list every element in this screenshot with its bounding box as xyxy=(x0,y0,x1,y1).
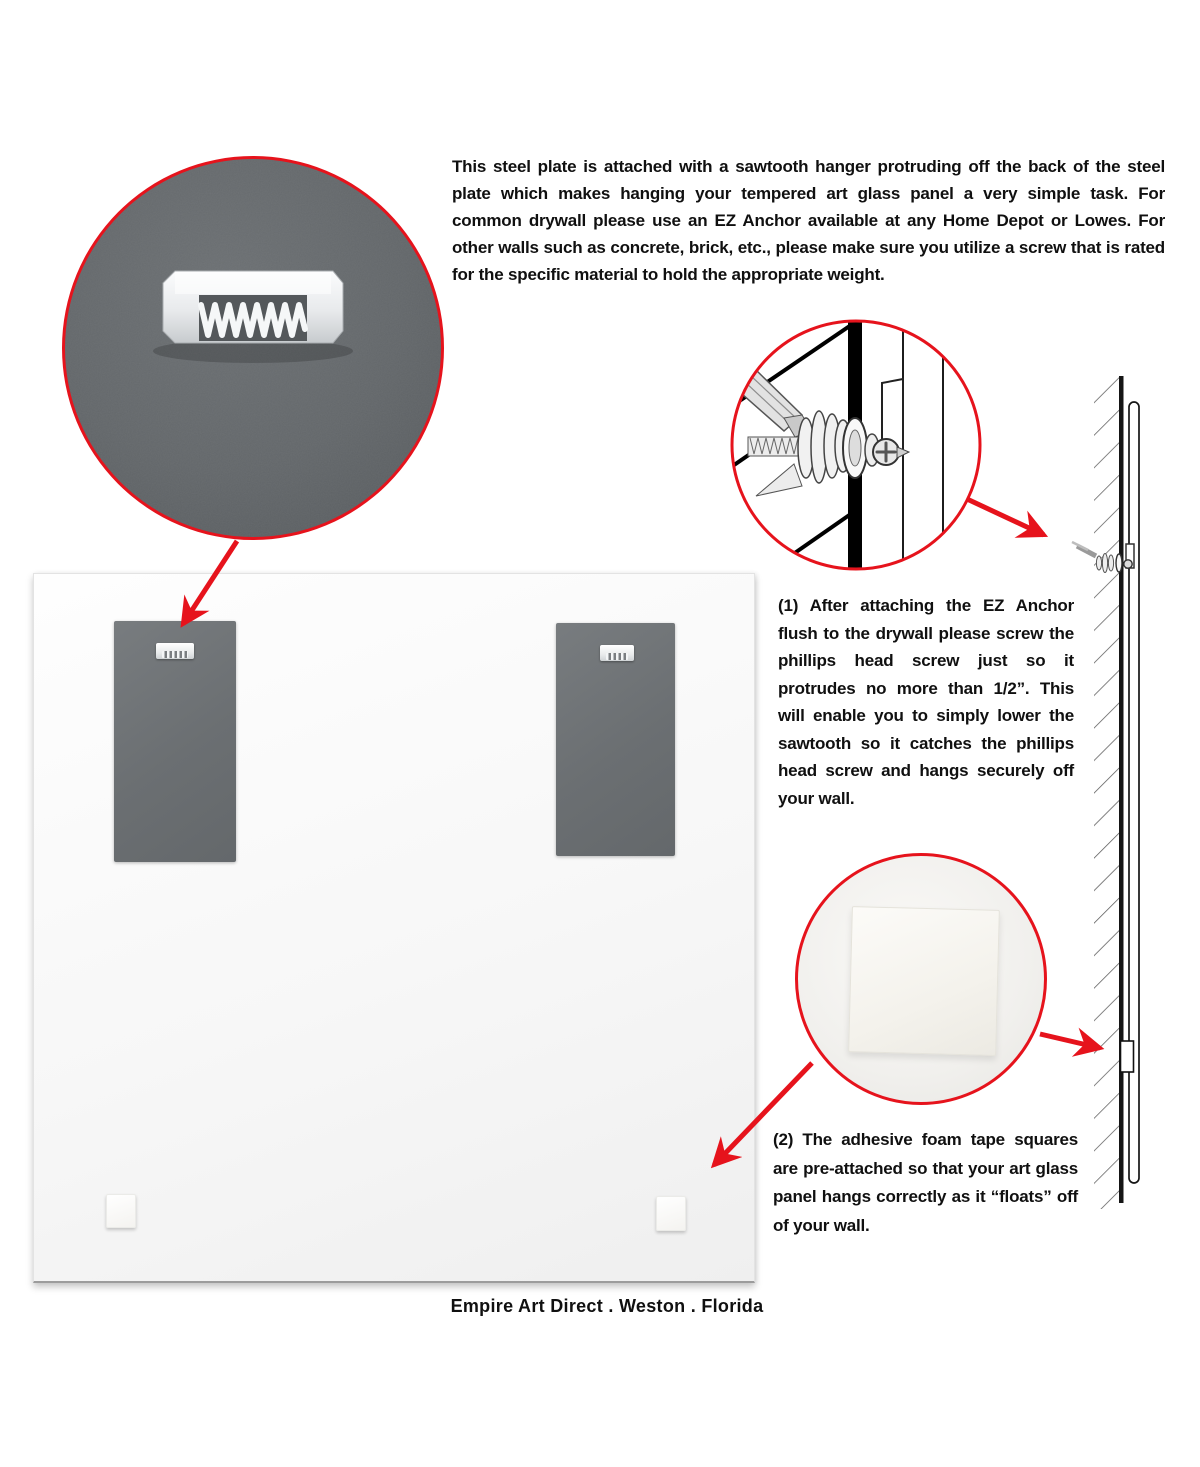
steel-plate-right xyxy=(556,623,675,856)
sawtooth-hanger-right xyxy=(600,645,634,661)
sawtooth-teeth-left xyxy=(162,651,188,658)
step2-paragraph: (2) The adhesive foam tape squares are pre-attached so that your art glass panel hangs correctly as it “floats” off of your wall. xyxy=(773,1130,1078,1235)
foam-square-left xyxy=(106,1194,136,1228)
glass-panel-side-view xyxy=(1129,402,1139,1183)
sawtooth-hook-side xyxy=(1126,544,1134,568)
drywall-cross-section xyxy=(848,321,862,569)
ez-anchor-circle-border xyxy=(732,321,980,569)
ez-anchor-graphic xyxy=(748,411,867,496)
screw-head-side xyxy=(1124,560,1132,568)
steel-plate-left xyxy=(114,621,236,862)
foam-square-right xyxy=(656,1196,686,1231)
bracket-highlight xyxy=(175,272,331,294)
arrow-to-wall-anchor xyxy=(967,499,1044,535)
step1-paragraph: (1) After attaching the EZ Anchor flush to the drywall please screw the phillips head screw just so it protrudes no more than 1/2”. This will enable you to simply lower the sawtooth so it catches the phillips head screw and hangs securely off your wall. xyxy=(778,596,1074,808)
anchor-side-view xyxy=(1072,542,1134,573)
foam-tape-side-view xyxy=(1121,1041,1134,1072)
sawtooth-bracket-side xyxy=(882,379,903,456)
ez-anchor-circle xyxy=(721,321,1000,596)
wall-hatch xyxy=(1094,376,1120,1209)
sawtooth-closeup-circle xyxy=(62,156,444,540)
wall-surface-line xyxy=(1119,376,1124,1203)
perspective-lines xyxy=(721,321,858,596)
sawtooth-teeth-right xyxy=(606,653,628,660)
arrow-to-wall-foam xyxy=(1040,1034,1100,1048)
screwdriver-graphic xyxy=(734,371,812,437)
brand-footer: Empire Art Direct . Weston . Florida xyxy=(450,1296,764,1316)
foam-tape-square-closeup xyxy=(848,906,1000,1056)
phillips-screw-graphic xyxy=(865,434,909,466)
panel-back-figure xyxy=(33,573,755,1283)
wall-layer-lines xyxy=(903,321,1000,569)
sawtooth-hanger-graphic xyxy=(65,159,441,537)
wall-side-view-diagram xyxy=(1072,376,1139,1209)
sawtooth-hanger-left xyxy=(156,643,194,659)
ez-anchor-circle-bg xyxy=(732,321,980,569)
intro-paragraph: This steel plate is attached with a sawtooth hanger protruding off the back of the steel plate which makes hanging your tempered art glass panel a very simple task. For common drywall please use an EZ Anchor available at any Home Depot or Lowes. For other walls such as concrete, brick, etc., please make sure you utilize a screw that is rated for the specific material to hold the appropriate weight. xyxy=(452,157,1165,284)
foam-closeup-circle xyxy=(795,853,1047,1105)
